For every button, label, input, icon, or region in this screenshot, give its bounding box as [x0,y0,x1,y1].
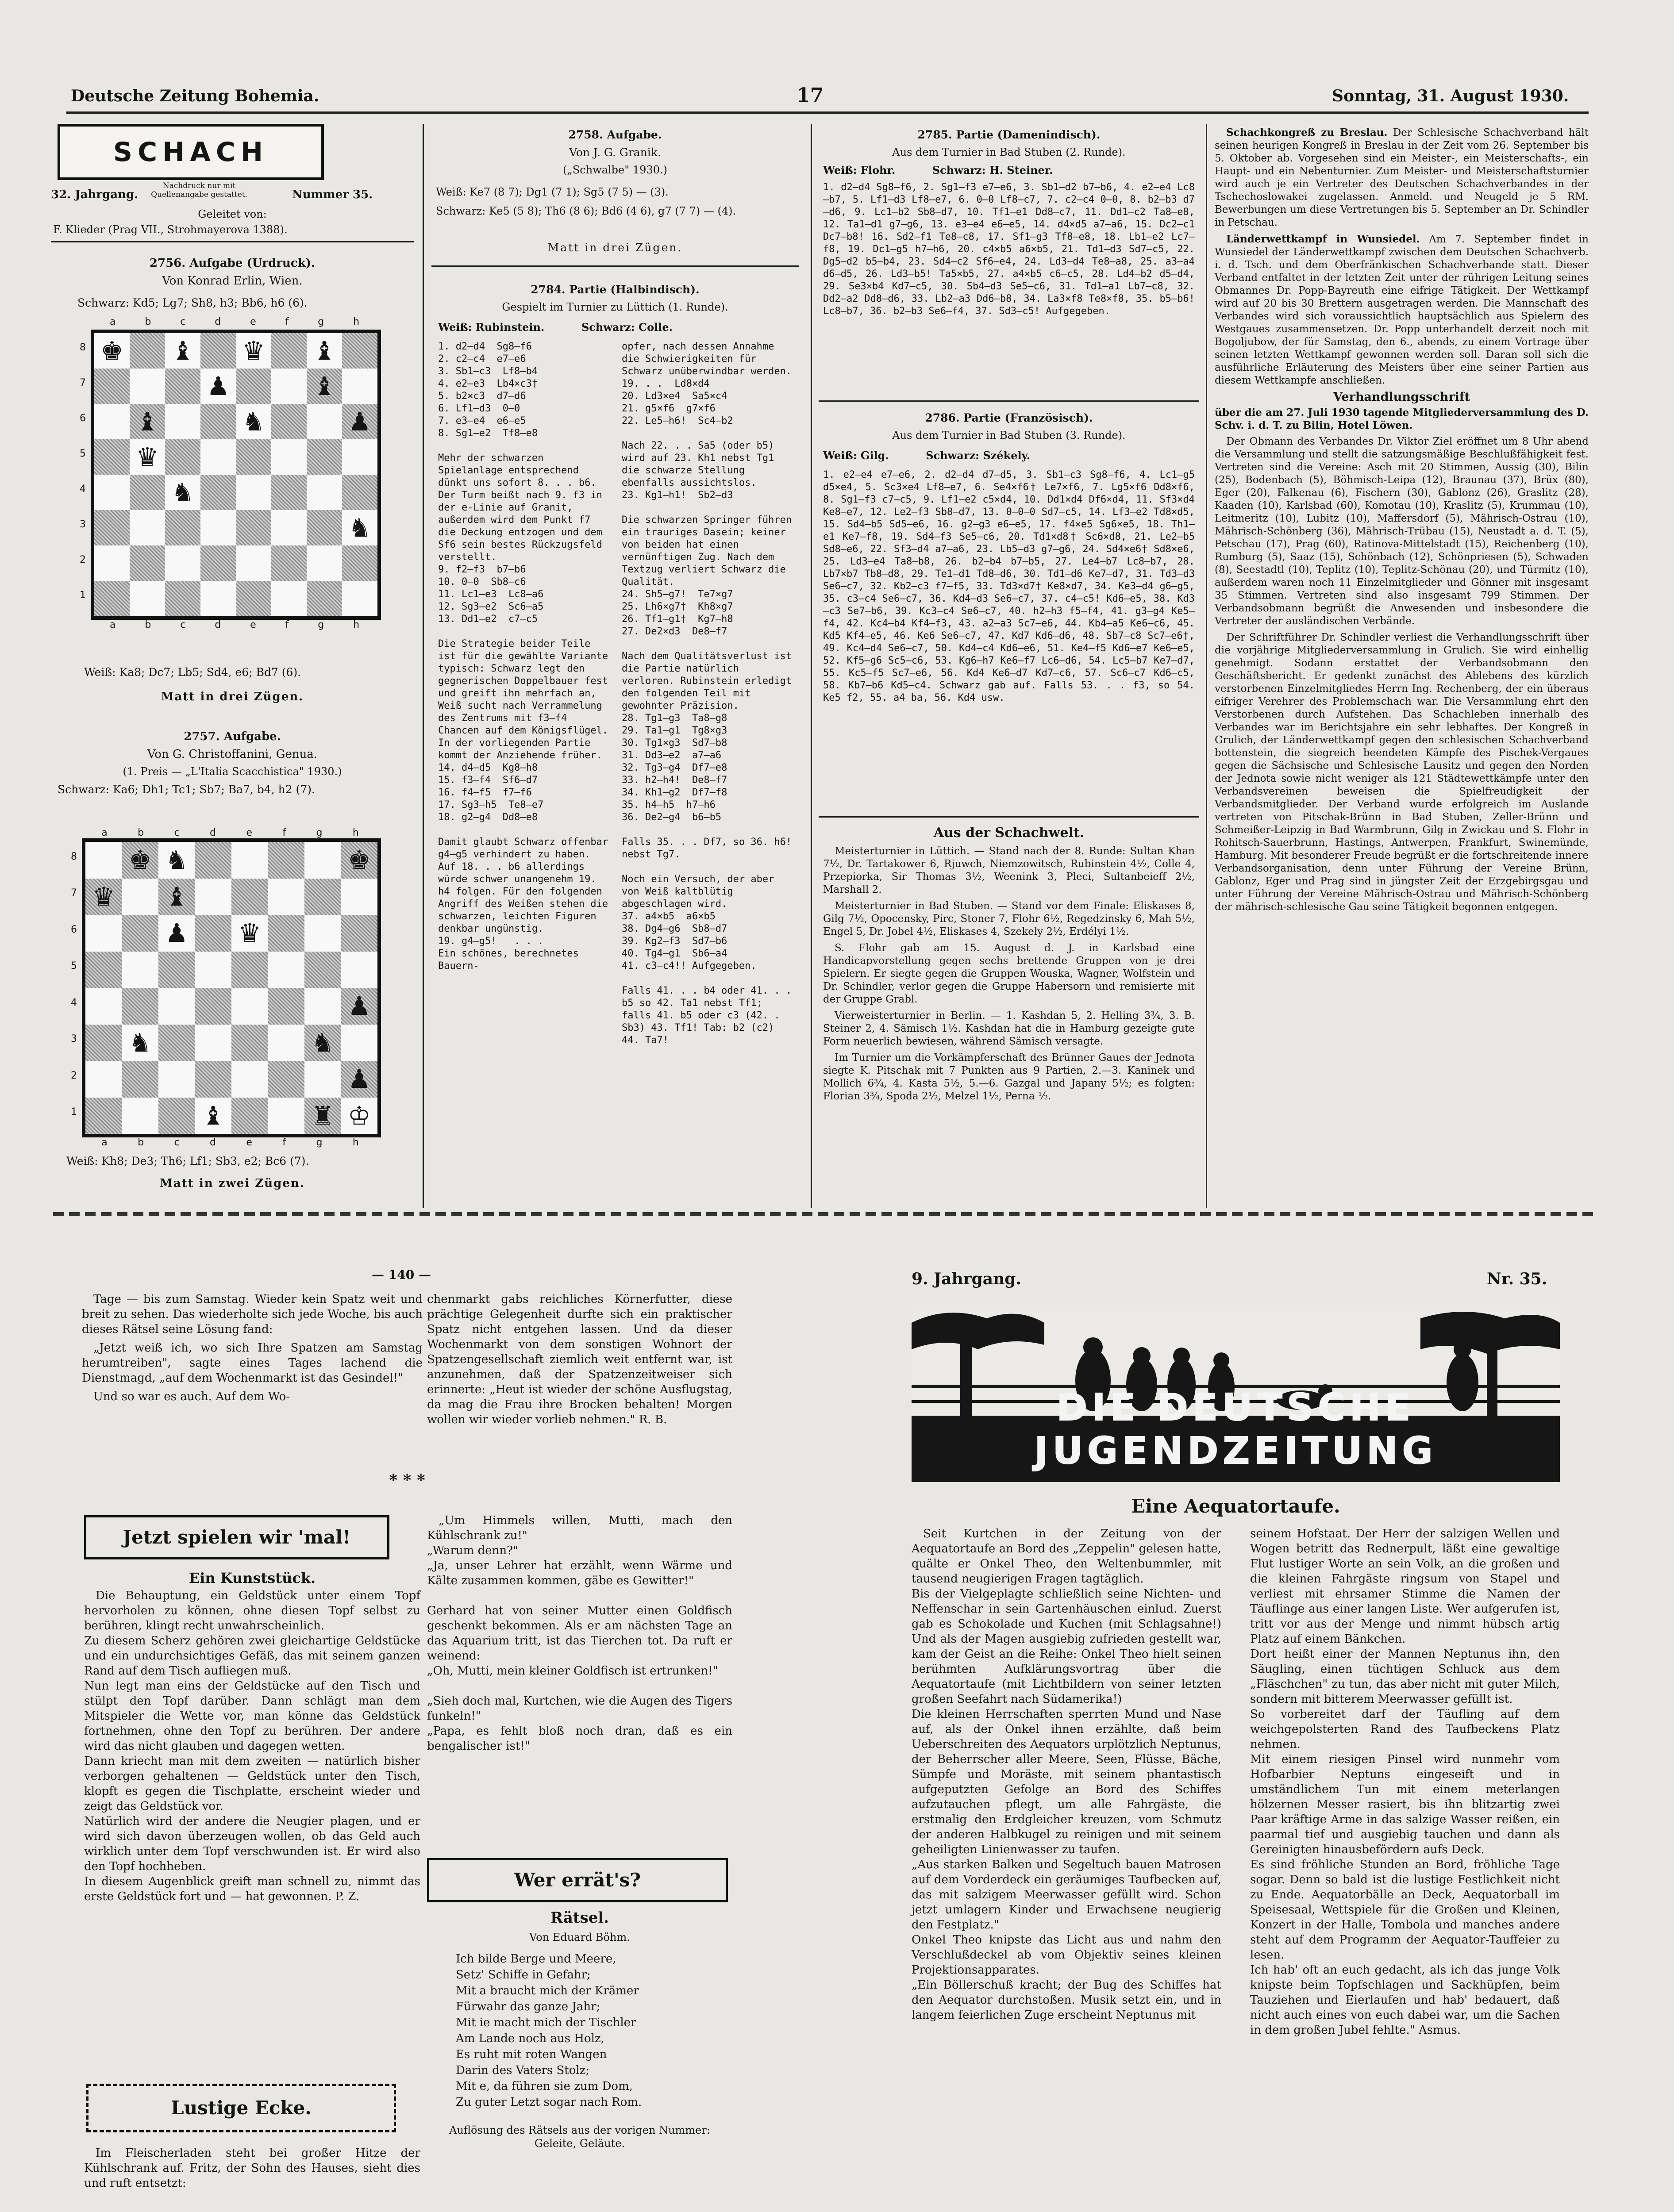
board-square [304,915,341,952]
news-item-bruenn: Im Turnier um die Vorkämpferschaft des Brünner Gaues der Jednota siegte K. Pitschak mit 7 Punkten aus 9 Partien, 2.—3. Kaninek und Mollich 6¾, 4. Kasta 5½, 5.—6. Gazgal und Japany 5½; es folgten: Florian 3¾, Spoda 2½, Melzel 1½, Perna ½. [823,1052,1195,1102]
board-square [94,369,130,404]
board-square [341,1098,378,1134]
board-square [200,404,236,439]
board-square [342,545,377,581]
kunststueck-article [84,1566,420,2106]
board1-files-bottom: a b c d e f g h [109,619,360,630]
board-square [165,404,200,439]
board-square [85,952,122,988]
problem-2757-white: Weiß: Kh8; De3; Th6; Lf1; Sb3, e2; Bc6 (7). [66,1155,309,1167]
board-square [231,915,268,952]
game-2786-title: 2786. Partie (Französisch). [925,411,1093,424]
board-square [130,333,165,369]
problem-2758-task: Matt in drei Zügen. [547,241,683,254]
game-2785-players: Weiß: Flohr. Schwarz: H. Steiner. [823,164,1053,177]
problem-2756-title: 2756. Aufgabe (Urdruck). [149,257,316,270]
board-square [122,952,159,988]
chess-piece-icon: ♚ [347,845,371,876]
chess-piece-icon: ♚ [128,845,152,876]
lustige-ecke-text: Im Fleischerladen steht bei großer Hitze der Kühlschrank auf. Fritz, der Sohn des Hauses, sieht dies und ruft entsetzt: [84,2147,420,2190]
board-square [307,475,342,510]
board-square [341,915,378,952]
board-square [200,581,236,616]
board-square [158,1061,195,1098]
chess-piece-icon: ♝ [313,371,336,401]
chess-piece-icon: ♟ [165,918,189,949]
board-square [271,369,307,404]
board-square [85,915,122,952]
problem-2757-prize: (1. Preis — „L'Italia Scacchistica" 1930.) [123,765,342,778]
game-2784-title: 2784. Partie (Halbindisch). [531,283,700,296]
board1-ranks: 8 7 6 5 4 3 2 1 [80,342,86,601]
board-square [307,581,342,616]
board-square [231,1025,268,1061]
problem-2758-source: („Schwalbe" 1930.) [563,164,667,176]
board-square [122,915,159,952]
board-square [341,842,378,879]
board-square [130,510,165,545]
board-square [94,581,130,616]
page-number: 17 [797,84,824,107]
board-square [195,842,232,879]
chess-piece-icon: ♞ [165,845,189,876]
board-square [268,988,305,1025]
chess-piece-icon: ♛ [92,881,115,912]
board-square [130,581,165,616]
problem-2756-black: Schwarz: Kd5; Lg7; Sh8, h3; Bb6, h6 (6). [77,296,308,309]
board-square [122,988,159,1025]
board-square [195,952,232,988]
chess-piece-icon: ♞ [128,1027,152,1058]
col2-rule [431,265,799,267]
chess-piece-icon: ♞ [311,1027,335,1058]
board-square [85,988,122,1025]
board-square [165,581,200,616]
problem-2756-author: Von Konrad Erlin, Wien. [162,274,303,288]
board-square [342,475,377,510]
board-square [200,510,236,545]
col3-rule-a [819,400,1199,402]
jetzt-spielen-box [84,1515,389,1559]
board-square [94,404,130,439]
aequatortaufe-title: Eine Aequatortaufe. [1131,1495,1340,1517]
problem-2758-white: Weiß: Ke7 (8 7); Dg1 (7 1); Sg5 (7 5) — (3). [436,186,669,198]
board-square [271,404,307,439]
verhandl-title: Verhandlungsschrift [1333,390,1470,404]
board-square [271,333,307,369]
chess-piece-icon: ♞ [171,477,194,507]
kunststueck-text: Die Behauptung, ein Geldstück unter einem Topf hervorholen zu können, ohne diesen Topf selbst zu berühren, klingt recht unwahrscheinlich. Zu diesem Scherz gehören zwei gleichartige Geldstücke und ein undurchsichtiges Gefäß, das mit seinem ganzen Rand auf dem Tisch aufliegen muß. Nun legt man eins der Geldstücke auf den Tisch und stülpt den Topf darüber. Dann schlägt man dem Mitspieler die Wette vor, man könne das Geldstück fortnehmen, ohne den Topf zu berühren. Der andere wird das nicht glauben und dagegen wetten. Dann kriecht man mit dem zweiten — natürlich bisher verborgen gehaltenen — Geldstück unter den Tisch, klopft es gegen die Tischplatte, erscheint wieder und zeigt das Geldstück vor. Natürlich wird der andere die Neugier plagen, und er wird sich davon überzeugen wollen, ob das Geld auch wirklich unter dem Topf verschwunden ist. Er wird also den Topf hochheben. In diesem Augenblick greift man schnell zu, nimmt das erste Geldstück fort und — hat gewonnen. P. Z. [84,1589,420,1903]
schach-number: Nummer 35. [292,188,373,201]
board-square [200,475,236,510]
board-square [94,475,130,510]
board-square [165,369,200,404]
chess-piece-icon: ♝ [171,336,194,366]
jetzt-spielen-title: Jetzt spielen wir 'mal! [123,1526,351,1548]
board-square [236,369,271,404]
board-square [200,545,236,581]
board-square [122,842,159,879]
board-square [341,1061,378,1098]
schach-title: SCHACH [113,136,269,168]
board-square [122,1098,159,1134]
raetsel-title: Rätsel. [550,1909,609,1927]
chess-piece-icon: ♝ [136,407,159,437]
header-rule [66,111,1589,114]
board-square [271,581,307,616]
board-square [165,439,200,475]
chess-piece-icon: ♜ [311,1100,335,1131]
col-divider-1 [423,124,424,1208]
supplement-col1-intro: Tage — bis zum Samstag. Wieder kein Spatz weit und breit zu sehen. Das wiederholte sich jede Woche, bis auch dieses Rätsel seine Lösung fand: „Jetzt weiß ich, wo sich Ihre Spatzen am Samstag herumtreiben", sagte eines Tages lachend die Dienstmagd, „auf dem Wochenmarkt ist das Gesindel!" Und so war es auch. Auf dem Wo- [82,1293,423,1403]
board-square [94,439,130,475]
board-square [130,369,165,404]
board-square [268,915,305,952]
problem-2758-title: 2758. Aufgabe. [568,128,662,141]
game-2784-moves-left: 1. d2—d4 Sg8—f6 2. c2—c4 e7—e6 3. Sb1—c3 Lf8—b4 4. e2—e3 Lb4×c3† 5. b2×c3 d7—d6 6. Lf1—d3 0—0 7. e3—e4 e6—e5 8. Sg1—e2 Tf8—e8 Mehr der schwarzen Spielanlage entsprechend dünkt uns sofort 8. . . b6. Der Turm beißt nach 9. f3 in der e-Linie auf Granit, außerdem wird dem Punkt f7 die Deckung entzogen und dem Sf6 sein bestes Rückzugsfeld verstellt. 9. f2—f3 b7—b6 10. 0—0 Sb8—c6 11. Lc1—e3 Lc8—a6 12. Sg3—e2 Sc6—a5 13. Dd1—e2 c7—c5 Die Strategie beider Teile ist für die gewählte Variante typisch: Schwarz legt den gegnerischen Doppelbauer fest und greift ihn mehrfach an, Weiß sucht nach Verrammelung des Zentrums mit f3—f4 Chancen auf dem Königsflügel. In der vorliegenden Partie kommt der Anziehende früher. 14. d4—d5 Kg8—h8 15. f3—f4 Sf6—d7 16. f4—f5 f7—f6 17. Sg3—h5 Te8—e7 18. g2—g4 Dd8—e8 Damit glaubt Schwarz offenbar g4—g5 verhindert zu haben. Auf 18. . . b6 allerdings würde schwer unangenehm 19. h4 folgen. Für den folgenden Angriff des Weißen stehen die schwarzen, leichten Figuren denkbar ungünstig. 19. g4—g5! . . . Ein schönes, berechnetes Bauern- [438,341,608,972]
board-square [231,1098,268,1134]
raetsel-solution: Auflösung des Rätsels aus der vorigen Nummer: Geleite, Geläute. [449,2124,710,2150]
board-square [236,581,271,616]
column-4-text [1215,126,1589,1201]
aequatortaufe-col2: seinem Hofstaat. Der Herr der salzigen Wellen und Wogen betritt das Rednerpult, läßt eine gewaltige Flut lustiger Worte an sein Volk, an die großen und die kleinen Fahrgäste ringsum von Stapel und verliest mit ehrsamer Stimme die Namen der Täuflinge aus einer langen Liste. Wer aufgerufen ist, tritt vor aus der Menge und nimmt hübsch artig Platz auf einem Bänkchen. Dort heißt einer der Mannen Neptunus ihn, den Säugling, einen tüchtigen Schluck aus dem „Fläschchen" zu tun, das aber nicht mit guter Milch, sondern mit bitterem Meerwasser gefüllt ist. So vorbereitet darf der Täufling auf dem weichgepolsterten Rand des Taufbeckens Platz nehmen. Mit einem riesigen Pinsel wird nunmehr vom Hofbarbier Neptuns eingeseift und in umständlichem Tun mit einem meterlangen hölzernen Messer rasiert, bis ihn blitzartig zwei Paar kräftige Arme in das salzige Wasser reißen, ein paarmal tief und ausgiebig tauchen und dann als Gereinigten hinausbefördern aufs Deck. Es sind fröhliche Stunden an Bord, fröhliche Tage sogar. Denn so bald ist die lustige Festlichkeit nicht zu Ende. Aequatorbälle an Deck, Aequatorball im Speisesaal, Wettspiele für die Großen und Kleinen, Konzert in der Halle, Tombola und manches andere steht auf dem Programm der Aequator-Tauffeier zu lesen. Ich hab' oft an euch gedacht, als ich das junge Volk knipste beim Topfschlagen und Sackhüpfen, beim Tauziehen und Eierlaufen und hab' bedauert, daß nicht auch eines von euch dabei war, um die Sachen in dem großen Jubel fehlte." Asmus. [1250,1527,1560,2037]
board-square [122,1025,159,1061]
supplement-col2-jokes [427,1513,732,1840]
section-stars: * * * [389,1471,425,1490]
game-2785-subtitle: Aus dem Turnier in Bad Stuben (2. Runde). [892,146,1126,158]
board-square [236,333,271,369]
problem-2756-task: Matt in drei Zügen. [161,690,304,703]
schach-year: 32. Jahrgang. [51,188,139,201]
board-square [130,439,165,475]
board-square [304,1098,341,1134]
board2-files-bottom: a b c d e f g h [101,1137,359,1148]
chess-piece-icon: ♞ [348,513,371,543]
chess-piece-icon: ♞ [242,407,265,437]
board-square [165,545,200,581]
news-items [823,845,1195,1199]
chess-piece-icon: ♟ [348,407,371,437]
board-square [304,988,341,1025]
game-2786-subtitle: Aus dem Turnier in Bad Stuben (3. Runde). [892,429,1126,442]
laender-text: Am 7. September findet in Wunsiedel der Länderwettkampf zwischen dem Deutschen Schachverb. i. d. Tsch. und dem Oberfränkischen Schachverbande statt. Dieser Verband entfaltet in der letzten Zeit unter der rührigen Leitung seines Obmannes Dr. Popp-Bayreuth eine eifrige Tätigkeit. Der Wettkampf wird auf 20 bis 30 Brettern ausgetragen werden. Die Mannschaft des Verbandes wird sich voraussichtlich hauptsächlich aus Spielern des Westgaues zusammensetzen. Dr. Popp unterhandelt derzeit noch mit Bogoljubow, der für Samstag, den 6., abends, zu einem Vortrage über seinen letzten Wettkampf gewonnen werden soll. Daran soll sich die ausführliche Erläuterung des Meisters über eine seiner Partien aus diesem Wettkampfe anschließen. [1215,234,1589,386]
jokes-text: „Um Himmels willen, Mutti, mach den Kühlschrank zu!" „Warum denn?" „Ja, unser Lehrer hat erzählt, wenn Wärme und Kälte zusammen kommen, gäbe es Gewitter!" Gerhard hat von seiner Mutter einen Goldfisch geschenkt bekommen. Als er am nächsten Tage an das Aquarium tritt, ist das Tierchen tot. Da ruft er weinend: „Oh, Mutti, mein kleiner Goldfisch ist ertrunken!" „Sieh doch mal, Kurtchen, wie die Augen des Tigers funkeln!" „Papa, es fehlt bloß noch dran, daß es ein bengalischer ist!" [427,1514,732,1753]
board-square [341,952,378,988]
problem-2756-white: Weiß: Ka8; Dc7; Lb5; Sd4, e6; Bd7 (6). [84,666,301,679]
schach-title-box [58,124,324,180]
chess-piece-icon: ♝ [201,1100,225,1131]
board-square [85,1098,122,1134]
board-square [165,333,200,369]
board-square [236,545,271,581]
wer-erraets-title: Wer errät's? [514,1869,641,1891]
problem-2757-task: Matt in zwei Zügen. [160,1177,305,1190]
col-divider-3 [1206,124,1207,1208]
board-square [342,333,377,369]
reprint-note: Nachdruck nur mit Quellenangabe gestattet. [151,181,247,199]
board-square [158,988,195,1025]
board-square [271,545,307,581]
board-square [304,1025,341,1061]
board-square [342,510,377,545]
board-square [158,1025,195,1061]
board-square [268,842,305,879]
board2-ranks: 8 7 6 5 4 3 2 1 [71,851,77,1118]
news-item-flohr: S. Flohr gab am 15. August d. J. in Karlsbad eine Handicapvorstellung gegen sechs brettende Gruppen von je drei Spielern. Er siegte gegen die Gruppen Wouska, Wagner, Wolfstein und Dr. Schindler, verlor gegen die Gruppe Habersorn und remisierte mit der Gruppe Grabl. [823,942,1195,1005]
board-square [200,369,236,404]
raetsel-author: Von Eduard Böhm. [529,1931,630,1943]
raetsel-poem: Ich bilde Berge und Meere, Setz' Schiffe in Gefahr; Mit a braucht mich der Krämer Fürwahr das ganze Jahr; Mit ie macht mich der Tischler Am Lande noch aus Holz, Es ruht mit roten Wangen Darin des Vaters Stolz; Mit e, da führen sie zum Dom, Zu guter Letzt sogar nach Rom. [456,1952,642,2109]
board-square [307,510,342,545]
board-square [195,1025,232,1061]
game-2786-players: Weiß: Gilg. Schwarz: Székely. [823,449,1031,462]
jugendzeitung-banner [912,1305,1560,1482]
jahrgang: 9. Jahrgang. [912,1270,1021,1288]
board-square [158,842,195,879]
board-square [130,404,165,439]
board-square [342,581,377,616]
board-square [268,879,305,915]
chess-piece-icon: ♟ [347,991,371,1022]
board-square [307,333,342,369]
editor-label: Geleitet von: [198,208,267,220]
board-square [307,404,342,439]
board-square [268,1098,305,1134]
board-square [195,915,232,952]
board-square [236,510,271,545]
board-square [165,510,200,545]
board-square [122,1061,159,1098]
news-item-berlin: Vierweisterturnier in Berlin. — 1. Kashdan 5, 2. Helling 3¾, 3. B. Steiner 2, 4. Sämisch 1½. Kashdan hat die in Hamburg gezeigte gute Form neuerlich bewiesen, während Sämisch versagte. [823,1010,1195,1047]
chess-piece-icon: ♝ [313,336,336,366]
jugendzeitung-title: DIE DEUTSCHE JUGENDZEITUNG [1034,1386,1437,1472]
board-square [158,952,195,988]
chess-piece-icon: ♛ [238,918,262,949]
board-square [130,545,165,581]
ausgabe-nummer: Nr. 35. [1487,1270,1547,1288]
news-item-luettich: Meisterturnier in Lüttich. — Stand nach der 8. Runde: Sultan Khan 7½, Dr. Tartakower 6, Rjuwch, Niemzowitsch, Rubinstein 4½, Colle 4, Przepiorka, Sir Thomas 3½, Weenink 3, Pleci, Sultanbeieff 2½, Marshall 2. [823,845,1195,895]
problem-2758-author: Von J. G. Granik. [569,146,661,159]
board1-files-top: a b c d e f g h [109,316,360,327]
board-square [268,1061,305,1098]
board-square [130,475,165,510]
chess-piece-icon: ♛ [242,336,265,366]
board-square [200,439,236,475]
board-square [231,988,268,1025]
board-square [94,545,130,581]
page-left-title: Deutsche Zeitung Bohemia. [71,87,319,105]
board-square [304,842,341,879]
board-square [271,475,307,510]
problem-2758-black: Schwarz: Ke5 (5 8); Th6 (8 6); Bd6 (4 6), g7 (7 7) — (4). [436,205,736,217]
game-2784-players: Weiß: Rubinstein. Schwarz: Colle. [438,321,673,334]
board-square [122,879,159,915]
board-square [304,1061,341,1098]
aequatortaufe-col1: Seit Kurtchen in der Zeitung von der Aequatortaufe an Bord des „Zeppelin" gelesen hatte, quälte er Onkel Theo, den Weltenbummler, mit tausend neugierigen Fragen tagtäglich. Bis der Vielgeplagte schließlich seine Nichten- und Neffenschar in sein Gartenhäuschen einlud. Zuerst gab es Schokolade und Kuchen (mit Schlagsahne!) Und als der Magen ausgiebig zufrieden gestellt war, kam der Geist an die Reihe: Onkel Theo hielt seinen berühmten Aufklärungsvortrag über die Aequatortaufe (mit Lichtbildern von seiner letzten großen Seefahrt nach Südamerika!) Die kleinen Herrschaften sperrten Mund und Nase auf, als der Onkel ihnen erzählte, daß beim Ueberschreiten des Aequators urplötzlich Neptunus, der Beherrscher aller Meere, Seen, Flüsse, Bäche, Sümpfe und Moräste, mit seinem phantastisch aufgeputzten Gefolge an Bord des Schiffes aufzutauchen pflegt, um alle Fahrgäste, die erstmalig den Erdgleicher kreuzen, vom Schmutz der anderen Halbkugel zu reinigen und mit seinem geheiligten Linienwasser zu taufen. „Aus starken Balken und Segeltuch bauen Matrosen auf dem Vorderdeck ein geräumiges Taufbecken auf, das mit salzigem Meerwasser gefüllt wird. Schon jetzt umlagern Kinder und Erwachsene neugierig den Festplatz." Onkel Theo knipste das Licht aus und nahm den Verschlußdeckel ab vom Objektiv seines kleinen Projektionsapparates. „Ein Böllerschuß kracht; der Bug des Schiffes hat den Aequator durchstoßen. Musik setzt ein, und in langem feierlichen Zuge erscheint Neptunus mit [912,1527,1221,2022]
verhandl-text-2: Der Schriftführer Dr. Schindler verliest die Verhandlungsschrift über die vorjährige Mitgliederversammlung in Grulich. Sie wird einhellig genehmigt. Sodann erstattet der Verbandsobmann den Geschäftsbericht. Er gedenkt zunächst des Ablebens des kürzlich verstorbenen Einzelmitgliedes Herrn Ing. Rechenberg, der ein überaus eifriger Verehrer des Problemschach war. Die Versammlung ehrt den Verstorbenen durch Aufstehen. Das Schachleben innerhalb des Verbandes war im Berichtsjahre ein sehr lebhaftes. Der Kongreß in Grulich, der Länderwettkampf gegen den schlesischen Schachverband bottenstein, die siegreich beendeten Kämpfe des Pischek-Vergaues gegen die Sächsische und Schlesische Lausitz und gegen den Norden der Jednota sowie nicht weniger als 121 Städtewettkämpfe unter den Verbandsvereinen beweisen die Spielfreudigkeit der Verbandsmitglieder. Der Verband wurde erfolgreich im Auslande vertreten von Pitschak-Brünn in Bad Stuben, Zeller-Brünn und Schmeißer-Leipzig in Bad Warmbrunn, Gilg in Zwickau und S. Flohr in Rohitsch-Sauerbrunn, Hastings, Antwerpen, Frankfurt, Swinemünde, Hamburg. Mit besonderer Freude begrüßt er die fortschreitende innere Verbandsorganisation, denn unter Führung der Vereine Brünn, Gablonz, Eger und Prag sind in jüngster Zeit der Erzgebirgsgau und unter Führung der Vereine Mährisch-Ostrau und Mährisch-Schönberg der mährisch-schlesische Gau seine Tätigkeit begonnen entgegen. [1215,632,1589,913]
board-square [158,879,195,915]
chess-piece-icon: ♟ [207,371,230,401]
chess-piece-icon: ♝ [165,881,189,912]
lustige-ecke-box [86,2084,396,2132]
col3-rule-b [819,816,1199,818]
verhandl-subtitle: über die am 27. Juli 1930 tagende Mitgliederversammlung des D. Schv. i. d. T. zu Bilin, Hotel Löwen. [1215,407,1589,431]
game-2785-moves: 1. d2—d4 Sg8—f6, 2. Sg1—f3 e7—e6, 3. Sb1—d2 b7—b6, 4. e2—e4 Lc8—b7, 5. Lf1—d3 Lf8—e7, 6. 0—0 Lf8—c7, 7. c2—c4 0—0, 8. b2—b3 d7—d6, 9. Lc1—b2 Sb8—d7, 10. Tf1—e1 Dd8—c7, 11. Dd1—c2 Ta8—e8, 12. Ta1—d1 g7—g6, 13. e3—e4 e6—e5, 14. d4×d5 a7—a6, 15. Dc2—c1 Dc7—b8! 16. Sd2—f1 Te8—c8, 17. Sf1—g3 Tf8—e8, 18. Lb1—e2 Lc7—f8, 19. Dc1—g5 h7—h6, 20. c4×b5 a6×b5, 21. Td1—d3 Sd7—c5, 22. Dg5—d2 b5—b4, 23. Sd4—c2 Sf6—e4, 24. Ld3—d4 Te8—a8, 25. a3—a4 d6—d5, 26. Ld3—b5! Ta5×b5, 27. a4×b5 c6—c5, 28. Ld4—b2 d5—d4, 29. Se3×b4 Kd7—c5, 30. Sb4—d3 Se5—c6, 31. Td1—a1 Lb7—c8, 32. Dd2—a2 Dd8—d6, 33. Lb2—a3 Dd6—b8, 34. La3×f8 Te8×f8, 35. b5—b6! Lc8—b7, 36. b2—b3 Se6—f4, 37. Sd3—c5! Aufgegeben. [823,182,1195,317]
kongress-text: Der Schlesische Schachverband hält seinen heurigen Kongreß in Breslau in der Zeit vom 26. September bis 5. Oktober ab. Vorgesehen sind ein Meister-, ein Meisterschafts-, ein Haupt- und ein Nebenturnier. Zum Meister- und Meisterschaftsturnier wird auch je ein Vertreter des Deutschen Schachverbandes in der Tschechoslowakei zugelassen. Anmeld. und Neugeld je 5 RM. Bewerbungen um diese Vertretungen bis 5. September an Dr. Schindler in Petschau. [1215,127,1589,228]
chess-piece-icon: ♟ [347,1064,371,1094]
game-2784-subtitle: Gespielt im Turnier zu Lüttich (1. Runde). [502,301,728,313]
board-square [307,369,342,404]
board-square [231,1061,268,1098]
problem-2757-title: 2757. Aufgabe. [184,730,281,743]
board-square [342,404,377,439]
board-square [342,439,377,475]
board-square [341,988,378,1025]
board-square [231,842,268,879]
board-square [195,1098,232,1134]
board-square [195,1061,232,1098]
page-date: Sonntag, 31. August 1930. [1332,87,1569,105]
board-square [85,1025,122,1061]
fold-separator [53,1212,1593,1216]
board-square [268,1025,305,1061]
chess-board-2757 [82,838,381,1137]
problem-2757-black: Schwarz: Ka6; Dh1; Tc1; Sb7; Ba7, b4, h2 (7). [58,783,315,796]
board-square [231,879,268,915]
game-2784-moves-right: opfer, nach dessen Annahme die Schwierigkeiten für Schwarz unüberwindbar werden. 19. . . Ld8×d4 20. Ld3×e4 Sa5×c4 21. g5×f6 g7×f6 22. Le5—h6! Sc4—b2 Nach 22. . . Sa5 (oder b5) wird auf 23. Kh1 nebst Tg1 die schwarze Stellung ebenfalls aussichtslos. 23. Kg1—h1! Sb2—d3 Die schwarzen Springer führen ein trauriges Dasein; keiner von beiden hat einen vernünftigen Zug. Nach dem Textzug verliert Schwarz die Qualität. 24. Sh5—g7! Te7×g7 25. Lh6×g7† Kh8×g7 26. Tf1—g1† Kg7—h8 27. De2×d3 De8—f7 Nach dem Qualitätsverlust ist die Partie natürlich verloren. Rubinstein erledigt den folgenden Teil mit gewohnter Präzision. 28. Tg1—g3 Ta8—g8 29. Ta1—g1 Tg8×g3 30. Tg1×g3 Sd7—b8 31. Dd3—e2 a7—a6 32. Tg3—g4 Df7—e8 33. h2—h4! De8—f7 34. Kh1—g2 Df7—f8 35. h4—h5 h7—h6 36. De2—g4 b6—b5 Falls 35. . . Df7, so 36. h6! nebst Tg7. Noch ein Versuch, der aber von Weiß kaltblütig abgeschlagen wird. 37. a4×b5 a6×b5 38. Dg4—g6 Sb8—d7 39. Kg2—f3 Sd7—b6 40. Tg4—g1 Sb6—a4 41. c3—c4!! Aufgegeben. Falls 41. . . b4 oder 41. . . b5 so 42. Ta1 nebst Tf1; falls 41. b5 oder c3 (42. . Sb3) 43. Tf1! Tab: b2 (c2) 44. Ta7! [622,341,792,1046]
chess-piece-icon: ♛ [136,442,159,472]
board-square [268,952,305,988]
col1-rule [51,241,414,242]
board-square [341,879,378,915]
board2-files-top: a b c d e f g h [101,827,359,838]
game-2786-moves: 1. e2—e4 e7—e6, 2. d2—d4 d7—d5, 3. Sb1—c3 Sg8—f6, 4. Lc1—g5 d5×e4, 5. Sc3×e4 Lf8—e7, 6. Se4×f6† Le7×f6, 7. Lg5×f6 Dd8×f6, 8. Sg1—f3 c7—c5, 9. Lf1—e2 c5×d4, 10. Dd1×d4 Df6×d4, 11. Sf3×d4 Ke8—e7, 12. Le2—f3 Sb8—d7, 13. 0—0—0 Sd7—c5, 14. Lf3—e2 Td8×d5, 15. Sd4—b5 Sd5—e6, 16. g2—g3 e6—e5, 17. f4×e5 Sg6×e5, 18. Th1—e1 Ke7—f8, 19. Sd4—f3 Se5—c6, 20. Td1×d8† Sc6×d8, 21. Le2—b5 Sd8—e6, 22. Sf3—d4 a7—a6, 23. Lb5—d3 g7—g6, 24. Sd4×e6† Sd8×e6, 25. Ld3—e4 Ta8—b8, 26. b2—b4 b7—b5, 27. Le4—b7 Lc8—b7, 28. Lb7×b7 Tb8—d8, 29. Te1—d1 Td8—d6, 30. Td1—d6 Ke7—d7, 31. Td3—d3 Se6—c7, 32. Kb2—c3 f7—f5, 33. Td3×d7† Ke8×d7, 34. Ke3—d4 g6—g5, 35. c3—c4 Se6—c7, 36. Kd4—d3 Se6—c7, 37. c4—c5! Kd6—e5, 38. Kd3—c3 Se7—b6, 39. Kc3—c4 Se6—c7, 40. h2—h3 f5—f4, 41. g3—g4 Ke5—f4, 42. Kc4—b4 Kf4—f3, 43. a2—a3 Sc7—e6, 44. Kb4—a5 Ke6—c6, 45. Kd5 Kf4—e5, 46. Ke6 Se6—c7, 47. Kd7 Kd6—d6, 48. Sb7—c8 Sc7—e6†, 49. Kc4—d4 Se6—c7, 50. Kd4—c4 Kd6—e6, 51. Ke4—f5 Kd6—e7 Ke6—e5, 52. Kf5—g6 Sc5—c6, 53. Kg6—h7 Ke6—f7 Lc6—d6, 54. Lc5—b7 Ke7—d7, 55. Kc5—f5 Sc7—e6, 56. Kd4 Ke6—d7 Kd7—c6, 57. Sc6—c7 Kd6—c5, 58. Kb7—b6 Kd5—c4. Schwarz gab auf. Falls 53. . . f3, so 54. Ke5 f2, 55. a4 ba, 56. Kd4 usw. [823,469,1195,703]
chess-board-2756 [91,330,381,620]
board-square [94,510,130,545]
board-square [85,879,122,915]
supplement-col2-intro: chenmarkt gabs reichliches Körnerfutter, diese prächtige Gelegenheit durfte sich ein praktischer Spatz nicht entgehen lassen. Und da dieser Wochenmarkt von dem sonstigen Wohnort der Spatzengesellschaft ziemlich weit entfernt war, ist anzunehmen, daß der Spatzenzeitweiser sich erinnerte: „Heut ist wieder der schöne Ausflugstag, da mag die Frau ihre Brocken behalten! Morgen wollen wir wieder vorlieb nehmen." R. B. [427,1293,732,1426]
kunststueck-title: Ein Kunststück. [189,1570,316,1586]
supplement-page-number: — 140 — [372,1267,431,1282]
editor-name: F. Klieder (Prag VII., Strohmayerova 1388). [53,223,288,236]
chess-piece-icon: ♔ [347,1100,371,1131]
lustige-ecke-title: Lustige Ecke. [171,2097,312,2119]
board-square [236,439,271,475]
game-2785-title: 2785. Partie (Damenindisch). [917,128,1101,141]
lustige-ecke-text-box [84,2146,420,2212]
board-square [271,510,307,545]
board-square [307,545,342,581]
chess-piece-icon: ♚ [100,336,123,366]
laender-title: Länderwettkampf in Wunsiedel. [1226,233,1420,245]
news-title: Aus der Schachwelt. [933,825,1085,841]
board-square [236,404,271,439]
board-square [236,475,271,510]
col-divider-2 [811,124,812,1208]
wer-erraets-box [427,1858,728,1902]
news-item-bad-stuben: Meisterturnier in Bad Stuben. — Stand vor dem Finale: Eliskases 8, Gilg 7½, Opocensky, Pirc, Stoner 7, Flohr 6½, Regedzinsky 6, Mah 5½, Engel 5, Dr. Jobel 4½, Eliskases 4, Szekely 2½, Erdélyi 1½. [823,900,1195,937]
board-square [158,1098,195,1134]
problem-2757-author: Von G. Christoffanini, Genua. [147,748,318,761]
board-square [158,915,195,952]
board-square [195,879,232,915]
verhandl-text: Der Obmann des Verbandes Dr. Viktor Ziel eröffnet um 8 Uhr abend die Versammlung und stellt die satzungsmäßige Beschlußfähigkeit fest. Vertreten sind die Vereine: Asch mit 20 Stimmen, Aussig (30), Bilin (25), Bodenbach (5), Böhmisch-Leipa (12), Braunau (37), Brüx (80), Eger (20), Falkenau (6), Fischern (30), Gablonz (26), Graslitz (28), Kaaden (10), Karlsbad (60), Komotau (10), Kraslitz (5), Krummau (10), Leitmeritz (10), Lubitz (10), Maffersdorf (5), Mährisch-Ostrau (10), Mährisch-Schönberg (36), Mährisch-Trübau (15), Neustadt a. d. T. (5), Petschau (17), Prag (60), Ratinova-Mittelstadt (15), Reichenberg (10), Rumburg (5), Saaz (15), Schönbach (12), Schönpriesen (5), Schwaden (8), Seestadtl (10), Teplitz (10), Teplitz-Schönau (20), und Türmitz (10), außerdem waren noch 11 Einzelmitglieder und Gönner mit insgesamt 35 Stimmen. Vertreten sind also insgesamt 799 Stimmen. Der Verbandsobmann begrüßt die Anwesenden und insbesondere die Vertreter der ausländischen Verbände. [1215,436,1589,627]
kongress-title: Schachkongreß zu Breslau. [1226,127,1388,138]
board-square [304,952,341,988]
board-square [85,1061,122,1098]
board-square [94,333,130,369]
board-square [307,439,342,475]
board-square [195,988,232,1025]
board-square [304,879,341,915]
board-square [85,842,122,879]
board-square [342,369,377,404]
board-square [341,1025,378,1061]
board-square [200,333,236,369]
board-square [165,475,200,510]
board-square [271,439,307,475]
board-square [231,952,268,988]
